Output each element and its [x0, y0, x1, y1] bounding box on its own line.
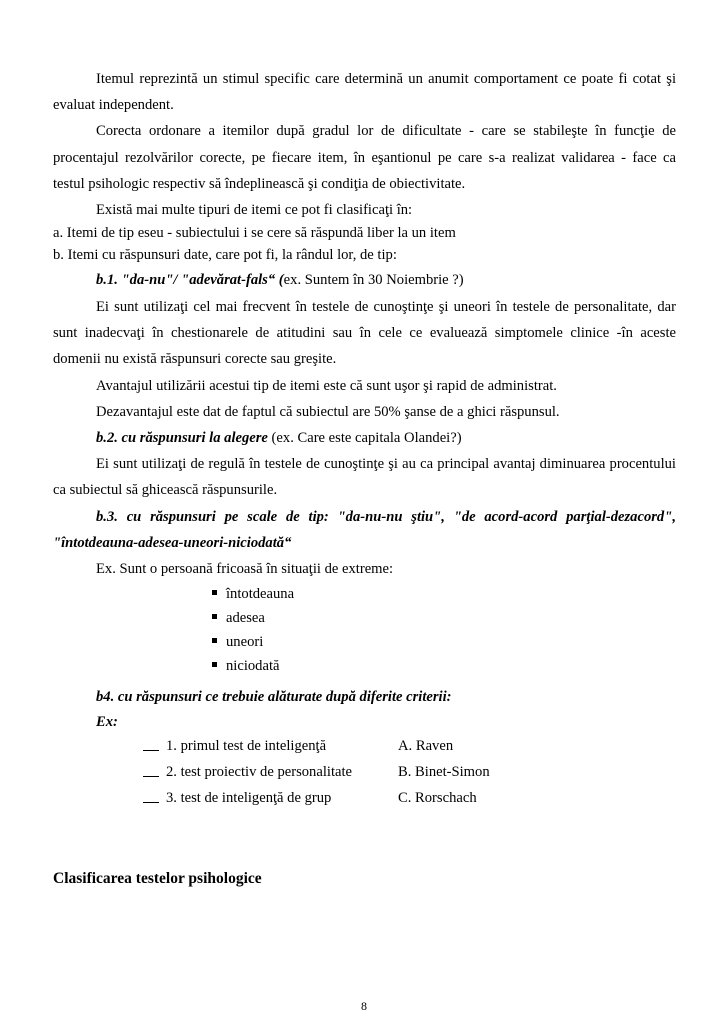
answer-text: A. Raven — [398, 738, 454, 754]
list-item-b: b. Itemi cu răspunsuri date, care pot fi, la rândul lor, de tip: — [53, 247, 397, 263]
subsection-b1-example: ex. Suntem în 30 Noiembrie ?) — [283, 272, 464, 288]
subsection-b2 — [96, 429, 676, 447]
subsection-b3-title-cont: "întotdeauna-adesea-uneori-niciodată“ — [53, 535, 292, 551]
answer-blank[interactable] — [143, 737, 159, 755]
paragraph-line: sunt inadecvaţi în chestionarele de atitudini sau în cele ce evaluează simptomele clinice -în aceste — [53, 325, 676, 341]
page-number: 8 — [361, 999, 367, 1013]
paragraph-line: Dezavantajul este dat de faptul că subiectul are 50% şanse de a ghici răspunsul. — [96, 404, 560, 420]
subsection-b4-title: b4. cu răspunsuri ce trebuie alăturate după diferite criterii: — [96, 689, 452, 705]
answer-blank[interactable] — [143, 763, 159, 781]
subsection-b2-title: b.2. cu răspunsuri la alegere — [96, 430, 268, 446]
paragraph-line: Există mai multe tipuri de itemi ce pot fi clasificaţi în: — [96, 202, 413, 218]
question-text: 2. test proiectiv de personalitate — [166, 764, 353, 780]
answer-text: C. Rorschach — [398, 790, 477, 806]
table-row — [0, 789, 728, 807]
paragraph-line: Ei sunt utilizaţi cel mai frecvent în testele de cunoştinţe şi uneori în testele de personalitate, dar — [96, 299, 676, 315]
example-label: Ex: — [96, 714, 118, 730]
list-item — [212, 609, 728, 627]
bullet-icon — [212, 662, 217, 667]
subsection-b3-title: b.3. cu răspunsuri pe scale de tip: "da-nu-nu ştiu", "de acord-acord parţial-dezacord", — [96, 509, 676, 525]
list-item-a: a. Itemi de tip eseu - subiectului i se cere să răspundă liber la un item — [53, 225, 456, 241]
paragraph-line: procentajul rezolvărilor corecte, pe fiecare item, în eşantionul pe care s-a realizat validarea - face ca — [53, 150, 676, 166]
example-line: Ex. Sunt o persoană fricoasă în situaţii de extreme: — [96, 561, 394, 577]
section-heading: Clasificarea testelor psihologice — [53, 870, 262, 887]
bullet-icon — [212, 638, 217, 643]
list-item — [212, 585, 728, 603]
paragraph-line: evaluat independent. — [53, 97, 174, 113]
paragraph-line: Corecta ordonare a itemilor după gradul lor de dificultate - care se stabileşte în funcţie de — [96, 123, 676, 139]
question-text: 3. test de inteligenţă de grup — [166, 790, 332, 806]
answer-text: B. Binet-Simon — [398, 764, 490, 780]
option-label: întotdeauna — [226, 586, 295, 602]
paragraph-line: Ei sunt utilizaţi de regulă în testele de cunoştinţe şi au ca principal avantaj diminuarea procentului — [96, 456, 676, 472]
subsection-b1 — [96, 271, 676, 289]
bullet-icon — [212, 590, 217, 595]
paragraph-line: Avantajul utilizării acestui tip de itemi este că sunt uşor şi rapid de administrat. — [96, 378, 557, 394]
option-label: niciodată — [226, 658, 280, 674]
list-item — [212, 657, 728, 675]
paragraph-line: testul psihologic respectiv să îndeplinească şi condiţia de obiectivitate. — [53, 176, 466, 192]
option-label: adesea — [226, 610, 265, 626]
answer-blank[interactable] — [143, 789, 159, 807]
question-text: 1. primul test de inteligenţă — [166, 738, 327, 754]
list-item — [212, 633, 728, 651]
paragraph-line: Itemul reprezintă un stimul specific care determină un anumit comportament ce poate fi cotat şi — [96, 71, 676, 87]
subsection-b2-example: (ex. Care este capitala Olandei?) — [267, 430, 462, 446]
paragraph-line: domenii nu există răspunsuri corecte sau greşite. — [53, 351, 337, 367]
table-row — [0, 763, 728, 781]
paragraph-line: ca subiectul să ghicească răspunsurile. — [53, 482, 278, 498]
subsection-b1-title: b.1. "da-nu"/ "adevărat-fals“ ( — [96, 272, 284, 288]
table-row — [0, 737, 728, 755]
bullet-icon — [212, 614, 217, 619]
option-label: uneori — [226, 634, 264, 650]
